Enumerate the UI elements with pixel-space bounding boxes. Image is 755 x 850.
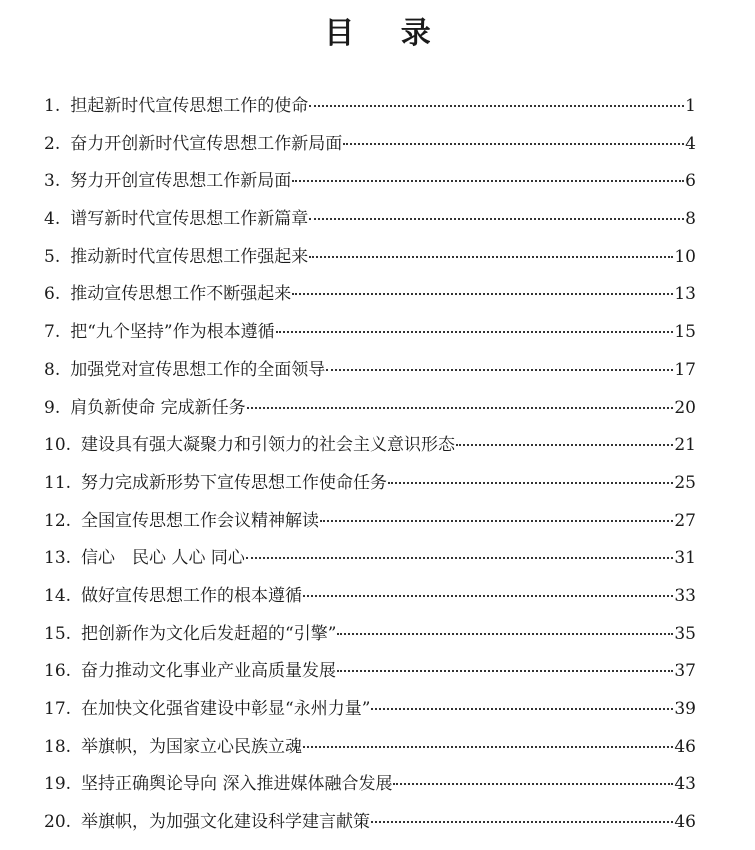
toc-entry	[44, 394, 696, 432]
toc-entry-title: 奋力开创新时代宣传思想工作新局面	[70, 133, 343, 154]
toc-entry	[44, 280, 696, 318]
toc-entry-page: 43	[674, 774, 696, 795]
toc-entry-page: 13	[674, 284, 696, 305]
toc-entry-title: 全国宣传思想工作会议精神解读	[81, 510, 320, 531]
toc-entry-number: 18.	[44, 736, 72, 757]
toc-leader-dots	[456, 433, 673, 450]
toc-entry-page: 33	[674, 585, 696, 606]
toc-entry-page: 17	[674, 359, 696, 380]
toc-leader-dots	[337, 659, 673, 676]
toc-entry	[44, 243, 696, 281]
toc-entry	[44, 469, 696, 507]
toc-leader-dots	[309, 94, 684, 111]
toc-entry-page: 25	[674, 472, 696, 493]
toc-entry	[44, 544, 696, 582]
toc-entry-number: 1.	[44, 96, 61, 116]
toc-leader-dots	[326, 358, 673, 375]
toc-entry-number: 3.	[44, 171, 61, 192]
toc-entry	[44, 808, 696, 846]
toc-entry	[44, 582, 696, 620]
toc-entry-number: 2.	[44, 133, 61, 154]
toc-entry-number: 9.	[44, 397, 61, 418]
toc-entry-title: 推动宣传思想工作不断强起来	[70, 284, 292, 305]
toc-leader-dots	[343, 132, 684, 149]
page-title: 目 录	[324, 16, 449, 51]
toc-entry-number: 15.	[44, 623, 72, 644]
toc-entry	[44, 205, 696, 243]
toc-entry-title: 建设具有强大凝聚力和引领力的社会主义意识形态	[81, 435, 456, 456]
toc-entry-page: 37	[674, 661, 696, 682]
toc-leader-dots	[303, 735, 673, 752]
toc-entry-page: 4	[685, 133, 696, 154]
toc-leader-dots	[371, 810, 673, 827]
toc-entry-number: 5.	[44, 246, 61, 267]
toc-entry-number: 20.	[44, 812, 72, 833]
toc-entry	[44, 657, 696, 695]
toc-entry-number: 19.	[44, 774, 72, 795]
toc-entry	[44, 733, 696, 771]
toc-entry-number: 8.	[44, 359, 61, 380]
toc-entry	[44, 318, 696, 356]
toc-entry-title: 在加快文化强省建设中彰显“永州力量”	[81, 699, 371, 719]
toc-entry-number: 7.	[44, 322, 61, 343]
toc-entry-title: 肩负新使命 完成新任务	[70, 397, 246, 418]
toc-leader-dots	[292, 282, 673, 299]
toc-entry-title: 奋力推动文化事业产业高质量发展	[81, 661, 337, 682]
toc-entry	[44, 130, 696, 168]
toc-entry-number: 6.	[44, 284, 61, 305]
toc-entry-title: 做好宣传思想工作的根本遵循	[81, 585, 303, 606]
toc-leader-dots	[388, 471, 673, 488]
toc-entry-title: 谱写新时代宣传思想工作新篇章	[70, 209, 309, 230]
toc-entry	[44, 770, 696, 808]
toc-entry-page: 6	[685, 171, 696, 192]
toc-entry	[44, 507, 696, 545]
toc-entry-title: 担起新时代宣传思想工作的使命	[70, 96, 309, 116]
toc-entry-title: 努力完成新形势下宣传思想工作使命任务	[81, 472, 388, 493]
toc-entry-page: 31	[674, 548, 696, 569]
toc-leader-dots	[303, 584, 673, 601]
toc-leader-dots	[320, 509, 673, 526]
toc-entry	[44, 695, 696, 733]
toc-entry-title: 把“九个坚持”作为根本遵循	[70, 322, 275, 343]
toc-leader-dots	[371, 697, 673, 714]
toc-entry-page: 10	[674, 246, 696, 267]
toc-entry-title: 举旗帜，为国家立心民族立魂	[81, 736, 303, 757]
toc-entry-number: 17.	[44, 699, 72, 719]
toc-entry-page: 21	[674, 435, 696, 456]
toc-leader-dots	[276, 320, 674, 337]
toc-entry-number: 12.	[44, 510, 72, 531]
toc-leader-dots	[292, 169, 684, 186]
toc-entry	[44, 167, 696, 205]
toc-entry-page: 15	[674, 322, 696, 343]
toc-entry-title: 坚持正确舆论导向 深入推进媒体融合发展	[81, 774, 393, 795]
toc-leader-dots	[393, 772, 673, 789]
toc-entry	[44, 92, 696, 130]
toc-leader-dots	[337, 622, 673, 639]
toc-entry-page: 1	[685, 96, 696, 116]
table-of-contents	[44, 92, 696, 846]
toc-entry	[44, 356, 696, 394]
toc-entry-title: 信心 民心 人心 同心	[81, 548, 245, 569]
toc-entry-page: 39	[674, 699, 696, 719]
toc-entry-title: 加强党对宣传思想工作的全面领导	[70, 359, 326, 380]
toc-entry-number: 10.	[44, 435, 72, 456]
toc-entry-title: 推动新时代宣传思想工作强起来	[70, 246, 309, 267]
toc-entry-title: 努力开创宣传思想工作新局面	[70, 171, 292, 192]
toc-entry-page: 8	[685, 209, 696, 230]
toc-entry-page: 46	[674, 812, 696, 833]
toc-entry-number: 14.	[44, 585, 72, 606]
toc-entry-number: 13.	[44, 548, 72, 569]
toc-leader-dots	[309, 245, 673, 262]
toc-entry-number: 4.	[44, 209, 61, 230]
toc-entry	[44, 620, 696, 658]
toc-entry-title: 把创新作为文化后发赶超的“引擎”	[81, 623, 337, 644]
toc-entry-page: 35	[674, 623, 696, 644]
toc-entry-number: 11.	[44, 472, 72, 493]
toc-entry-title: 举旗帜，为加强文化建设科学建言献策	[81, 812, 371, 833]
toc-entry-page: 20	[674, 397, 696, 418]
toc-entry-number: 16.	[44, 661, 72, 682]
toc-leader-dots	[247, 396, 674, 413]
toc-entry-page: 27	[674, 510, 696, 531]
toc-entry-page: 46	[674, 736, 696, 757]
toc-leader-dots	[309, 207, 684, 224]
toc-entry	[44, 431, 696, 469]
toc-leader-dots	[246, 546, 674, 563]
